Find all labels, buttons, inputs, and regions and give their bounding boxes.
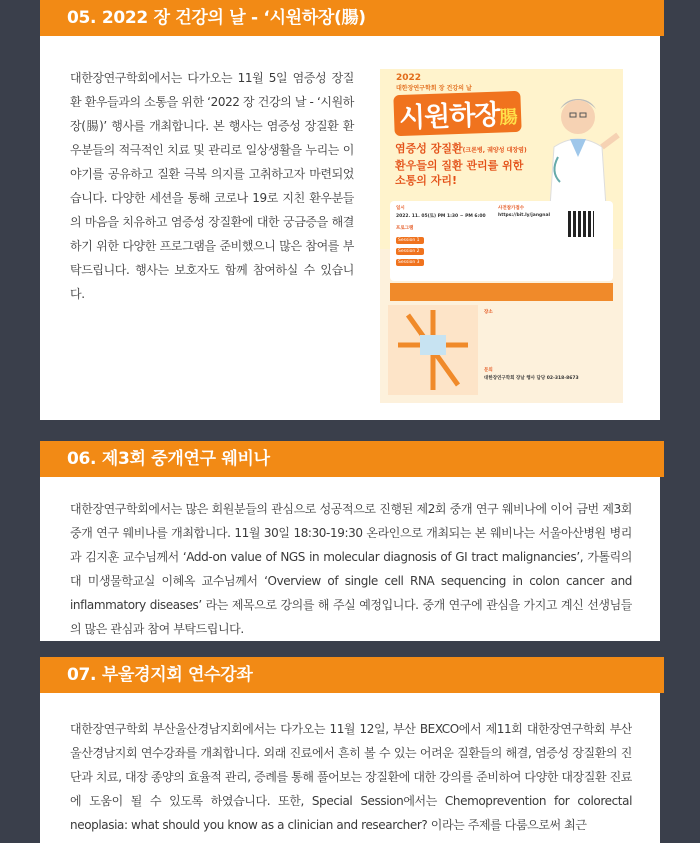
poster-session-3 <box>396 259 424 266</box>
poster-notice-band <box>390 283 613 301</box>
poster-prereg-url: https://bit.ly/jangnal <box>498 213 551 218</box>
poster-contact-label: 문의 <box>484 368 493 373</box>
poster-session-3-label: Session 3 <box>398 260 420 265</box>
poster-session-1 <box>396 237 424 244</box>
poster-headline-2: 환우들의 질환 관리를 위한 <box>395 159 524 172</box>
poster-title-hanja: 腸 <box>499 106 517 129</box>
poster-venue-label: 장소 <box>484 310 493 315</box>
poster-title-text: 시원하장 <box>398 99 500 135</box>
poster-title <box>393 91 522 136</box>
map-icon <box>388 305 478 395</box>
section-05-body: 대한장연구학회에서는 다가오는 11월 5일 염증성 장질환 환우들과의 소통을 위한 ‘2022 장 건강의 날 - ‘시원하장(腸)’ 행사를 개최합니다. 본 행사는 염증성 장질환 환우분들의 적극적인 치료 및 관리로 일상생활을 누리는 이야기를 공유하고 질환 극복 의지를 고취하고자 마련되었습니다. 다양한 세션을 통해 코로나 19로 지친 환우분들의 마음을 치유하고 염증성 장질환에 대한 궁금증을 해결하기 위한 다양한 프로그램을 준비했으니 많은 참여를 부탁드립니다. 행사는 보호자도 함께 참여하실 수 있습니다. <box>70 71 354 301</box>
section-06-title: 06. 제3회 중개연구 웨비나 <box>40 441 664 477</box>
poster-session-2-label: Session 2 <box>398 249 420 254</box>
qr-code-icon <box>568 211 594 237</box>
map-roads-icon <box>388 305 478 395</box>
poster-year: 2022 <box>396 73 422 83</box>
poster-headline-1-small: (크론병, 궤양성 대장염) <box>462 147 527 154</box>
poster-headline <box>395 141 545 188</box>
event-poster-image <box>380 69 623 403</box>
poster-session-1-label: Session 1 <box>398 238 420 243</box>
section-06-body: 대한장연구학회에서는 많은 회원분들의 관심으로 성공적으로 진행된 제2회 중개 연구 웨비나에 이어 금번 제3회 중개 연구 웨비나를 개최합니다. 11월 30일 18:30-19:30 온라인으로 개최되는 본 웨비나는 서울아산병원 병리과 김지훈 교수님께서 ‘Add-on value of NGS in molecular diagnosis of GI tract malignancies’, 가톨릭의대 미생물학교실 이혜옥 교수님께서 ‘Overview of single cell RNA sequencing in colon cancer and inflammatory diseases’ 라는 제목으로 강의를 해 주실 예정입니다. 중개 연구에 관심을 가지고 계신 선생님들의 많은 관심과 참여 부탁드립니다. <box>70 502 632 636</box>
poster-program-label: 프로그램 <box>396 226 414 231</box>
poster-session-2 <box>396 248 424 255</box>
poster-contact: 대한장연구학회 장날 행사 담당 02-318-8673 <box>484 376 579 381</box>
poster-date: 2022. 11. 05(토) PM 1:30 ~ PM 6:00 <box>396 214 486 219</box>
poster-headline-3: 소통의 자리! <box>395 174 457 187</box>
section-07-body: 대한장연구학회 부산울산경남지회에서는 다가오는 11월 12일, 부산 BEXCO에서 제11회 대한장연구학회 부산울산경남지회 연수강좌를 개최합니다. 외래 진료에서 흔히 볼 수 있는 어려운 질환들의 해결, 염증성 장질환의 진단과 치료, 대장 종양의 효율적 관리, 증례를 통해 풀어보는 장질환에 대한 강의를 준비하여 다양한 대장질환 진료에 도움이 될 수 있도록 하였습니다. 또한, Special Session에서는 Chemoprevention for colorectal neoplasia: what should you know as a clinician and researcher? 이라는 주제를 다룸으로써 최근 <box>70 722 632 832</box>
section-05-title: 05. 2022 장 건강의 날 - ‘시원하장(腸) <box>40 0 664 36</box>
poster-subtitle: 대한장연구학회 장 건강의 날 <box>396 85 472 92</box>
poster-prereg-label: 사전참가접수 <box>498 206 525 211</box>
poster-headline-1: 염증성 장질환 <box>395 142 463 155</box>
section-07-title: 07. 부울경지회 연수강좌 <box>40 657 664 693</box>
poster-date-label: 일시 <box>396 206 405 211</box>
